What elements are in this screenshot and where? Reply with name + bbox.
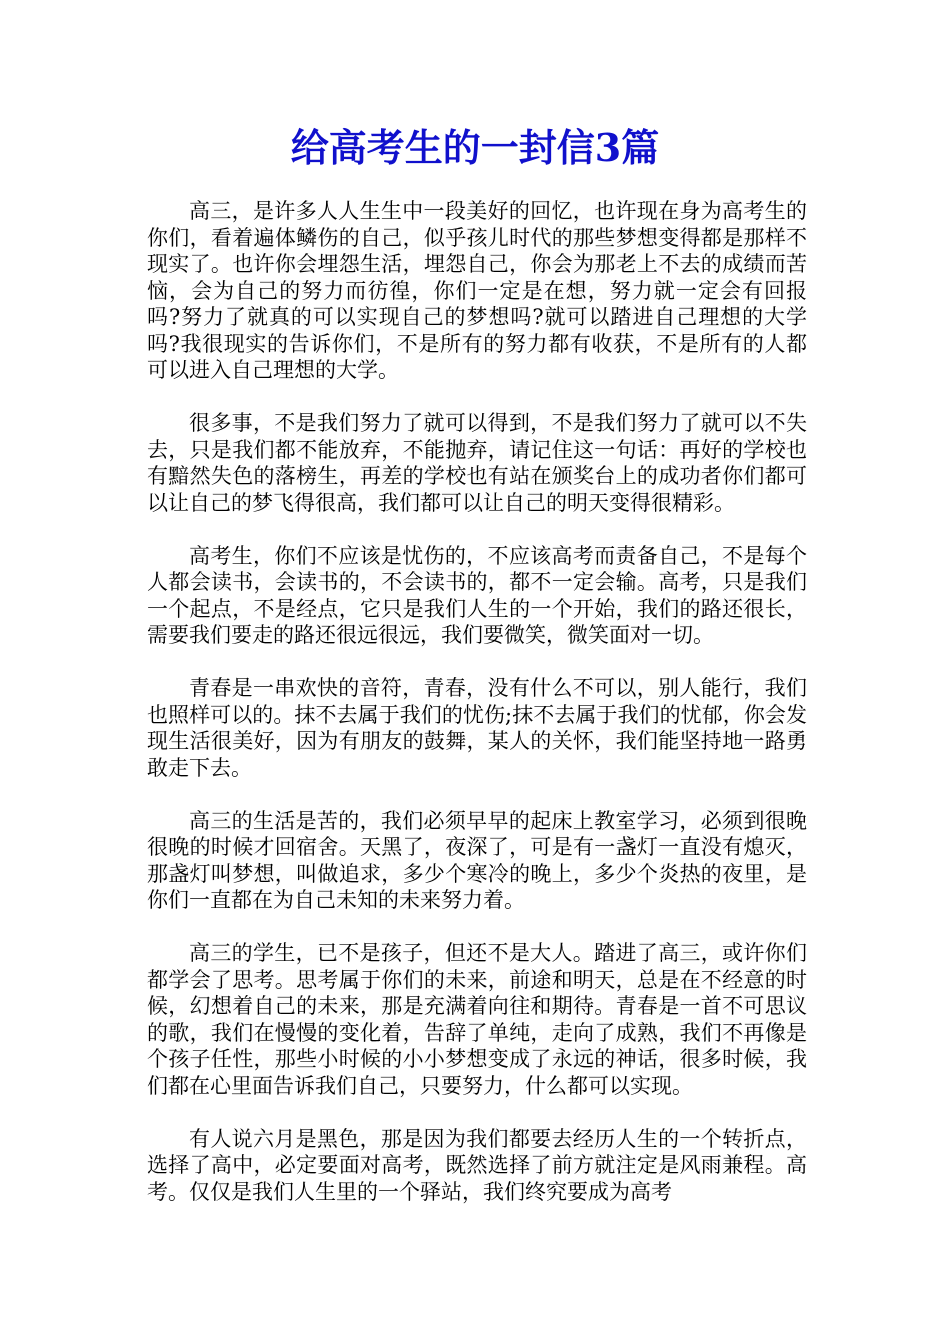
document-body — [147, 198, 807, 1205]
paragraph: 青春是一串欢快的音符，青春，没有什么不可以，别人能行，我们也照样可以的。抹不去属于我们的忧伤;抹不去属于我们的忧郁，你会发现生活很美好，因为有朋友的鼓舞，某人的关怀，我们能坚持地一路勇敢走下去。 — [147, 676, 807, 780]
paragraph: 很多事，不是我们努力了就可以得到，不是我们努力了就可以不失去，只是我们都不能放弃，不能抛弃，请记住这一句话：再好的学校也有黯然失色的落榜生，再差的学校也有站在颁奖台上的成功者你们都可以让自己的梦飞得很高，我们都可以让自己的明天变得很精彩。 — [147, 411, 807, 515]
paragraph: 高考生，你们不应该是忧伤的，不应该高考而责备自己，不是每个人都会读书，会读书的，不会读书的，都不一定会输。高考，只是我们一个起点，不是经点，它只是我们人生的一个开始，我们的路还很长，需要我们要走的路还很远很远，我们要微笑，微笑面对一切。 — [147, 543, 807, 647]
paragraph: 高三的学生，已不是孩子，但还不是大人。踏进了高三，或许你们都学会了思考。思考属于你们的未来，前途和明天，总是在不经意的时候，幻想着自己的未来，那是充满着向往和期待。青春是一首不可思议的歌，我们在慢慢的变化着，告辞了单纯，走向了成熟，我们不再像是个孩子任性，那些小时候的小小梦想变成了永远的神话，很多时候，我们都在心里面告诉我们自己，只要努力，什么都可以实现。 — [147, 941, 807, 1098]
paragraph: 高三，是许多人人生生中一段美好的回忆，也许现在身为高考生的你们，看着遍体鳞伤的自己，似乎孩儿时代的那些梦想变得都是那样不现实了。也许你会埋怨生活，埋怨自己，你会为那老上不去的成绩而苦恼，会为自己的努力而彷徨，你们一定是在想，努力就一定会有回报吗?努力了就真的可以实现自己的梦想吗?就可以踏进自己理想的大学吗?我很现实的告诉你们，不是所有的努力都有收获，不是所有的人都可以进入自己理想的大学。 — [147, 199, 807, 382]
paragraph: 有人说六月是黑色，那是因为我们都要去经历人生的一个转折点，选择了高中，必定要面对高考，既然选择了前方就注定是风雨兼程。高考。仅仅是我们人生里的一个驿站，我们终究要成为高考 — [147, 1126, 807, 1204]
document-title: 给高考生的一封信3篇 — [290, 125, 660, 170]
paragraph: 高三的生活是苦的，我们必须早早的起床上教室学习，必须到很晚很晚的时候才回宿舍。天黑了，夜深了，可是有一盏灯一直没有熄灭，那盏灯叫梦想，叫做追求，多少个寒冷的晚上，多少个炎热的夜里，是你们一直都在为自己未知的未来努力着。 — [147, 808, 807, 912]
